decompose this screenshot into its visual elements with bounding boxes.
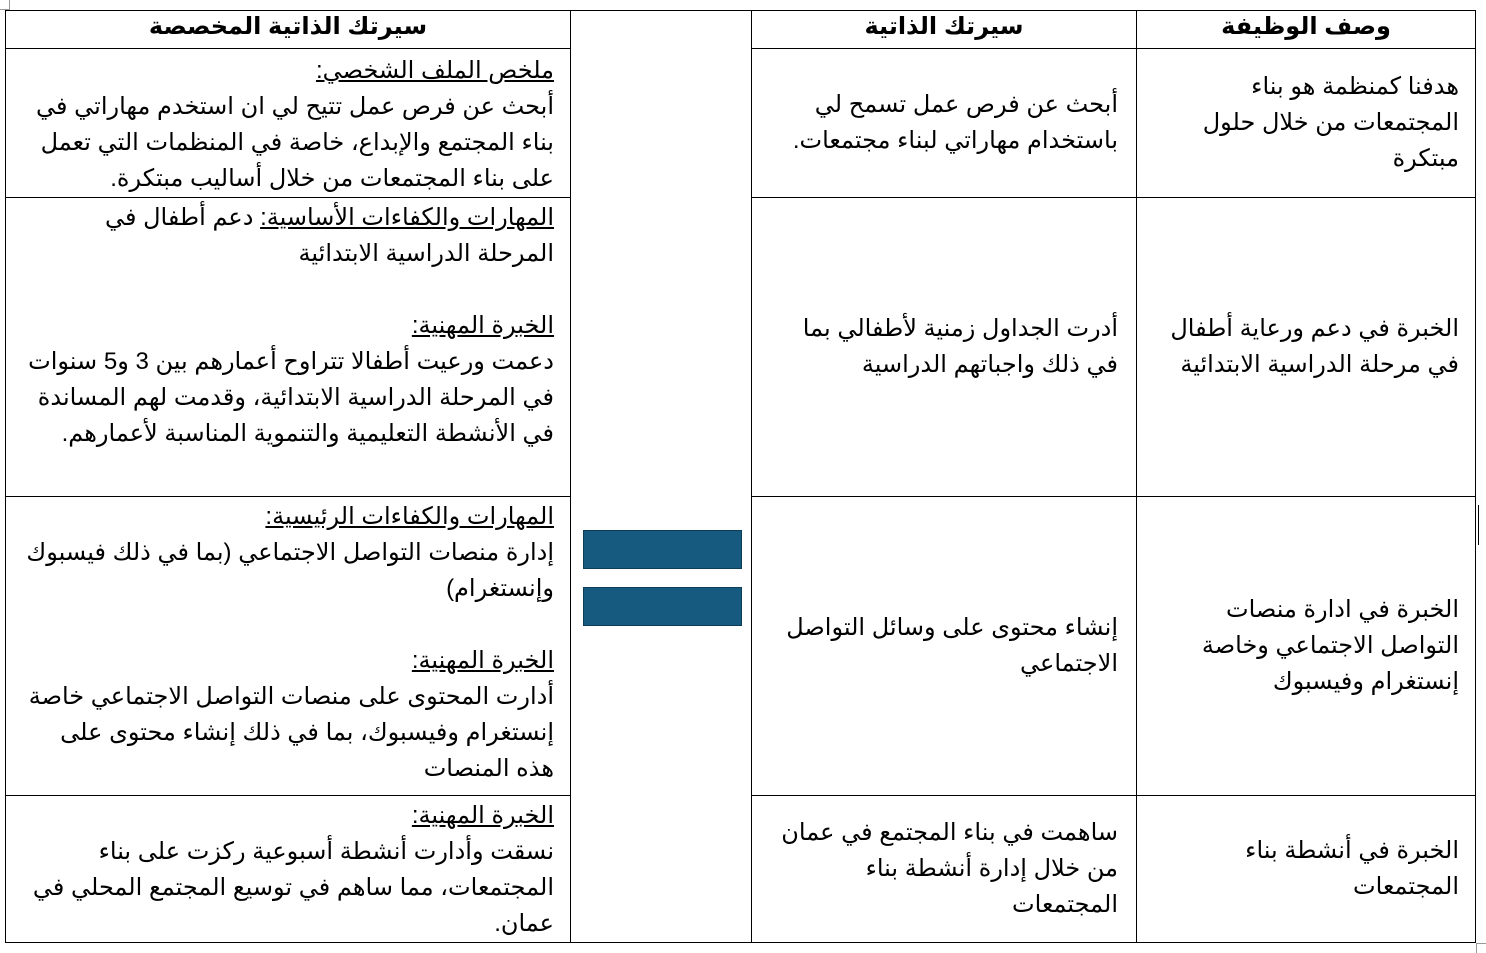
- row4-job-cell: [1136, 795, 1476, 943]
- row3-experience-text: أدارت المحتوى على منصات التواصل الاجتماعي خاصة إنستغرام وفيسبوك، بما في ذلك إنشاء محتوى على هذه المنصات: [28, 683, 554, 782]
- row4-cv-cell: [751, 795, 1137, 943]
- row2-experience-heading: الخبرة المهنية:: [411, 312, 554, 339]
- row3-experience-heading: الخبرة المهنية:: [411, 647, 554, 674]
- row3-job-text: الخبرة في ادارة منصات التواصل الاجتماعي وخاصة إنستغرام وفيسبوك: [1201, 596, 1459, 695]
- header-tailored-cv: سيرتك الذاتية المخصصة: [5, 10, 571, 49]
- row4-experience-text: نسقت وأدارت أنشطة أسبوعية ركزت على بناء المجتمعات، مما ساهم في توسيع المجتمع المحلي في عمان.: [32, 838, 554, 937]
- row1-profile-summary-heading: ملخص الملف الشخصي:: [315, 57, 554, 84]
- row2-experience-text: دعمت ورعيت أطفالا تتراوح أعمارهم بين 3 و5 سنوات في المرحلة الدراسية الابتدائية، وقدمت لهم المساندة في الأنشطة التعليمية والتنموية المناسبة لأعمارهم.: [28, 348, 554, 447]
- row2-cv-text: أدرت الجداول زمنية لأطفالي بما في ذلك واجباتهم الدراسية: [802, 315, 1118, 378]
- row3-job-cell: [1136, 496, 1476, 796]
- row4-experience-heading: الخبرة المهنية:: [411, 802, 554, 829]
- row1-tailored-cell: [5, 48, 571, 198]
- row3-skills-text: إدارة منصات التواصل الاجتماعي (بما في ذلك فيسبوك وإنستغرام): [26, 539, 554, 602]
- equals-sign-top-bar: [583, 530, 742, 569]
- row4-cv-text: ساهمت في بناء المجتمع في عمان من خلال إدارة أنشطة بناء المجتمعات: [781, 819, 1118, 918]
- row1-cv-text: أبحث عن فرص عمل تسمح لي باستخدام مهاراتي لبناء مجتمعات.: [792, 91, 1118, 154]
- header-your-cv: سيرتك الذاتية: [751, 10, 1137, 49]
- row2-tailored-cell: [5, 197, 571, 497]
- row2-job-cell: [1136, 197, 1476, 497]
- row2-skills-text: دعم أطفال في المرحلة الدراسية الابتدائية: [104, 204, 554, 267]
- row4-job-text: الخبرة في أنشطة بناء المجتمعات: [1245, 837, 1459, 900]
- crop-mark-top-left: [0, 0, 10, 10]
- row3-tailored-cell: [5, 496, 571, 796]
- text-cursor: [1478, 505, 1479, 545]
- row2-skills-line: [26, 200, 554, 272]
- equals-sign-bottom-bar: [583, 587, 742, 626]
- row1-cv-cell: [751, 48, 1137, 198]
- row2-cv-cell: [751, 197, 1137, 497]
- row3-cv-text: إنشاء محتوى على وسائل التواصل الاجتماعي: [786, 614, 1118, 677]
- row2-job-text: الخبرة في دعم ورعاية أطفال في مرحلة الدراسية الابتدائية: [1170, 315, 1459, 378]
- header-job-description: وصف الوظيفة: [1136, 10, 1476, 49]
- row3-cv-cell: [751, 496, 1137, 796]
- row4-tailored-cell: [5, 795, 571, 943]
- row3-skills-heading: المهارات والكفاءات الرئيسية:: [265, 503, 554, 530]
- row1-job-cell: [1136, 48, 1476, 198]
- crop-mark-bottom-right: [1476, 943, 1486, 953]
- row1-job-text: هدفنا كمنظمة هو بناء المجتمعات من خلال حلول مبتكرة: [1202, 73, 1459, 172]
- row2-skills-heading: المهارات والكفاءات الأساسية:: [260, 204, 554, 231]
- row1-profile-summary-text: أبحث عن فرص عمل تتيح لي ان استخدم مهاراتي في بناء المجتمع والإبداع، خاصة في المنظمات التي تعمل على بناء المجتمعات من خلال أساليب مبتكرة.: [36, 93, 554, 192]
- equals-column: [570, 10, 752, 943]
